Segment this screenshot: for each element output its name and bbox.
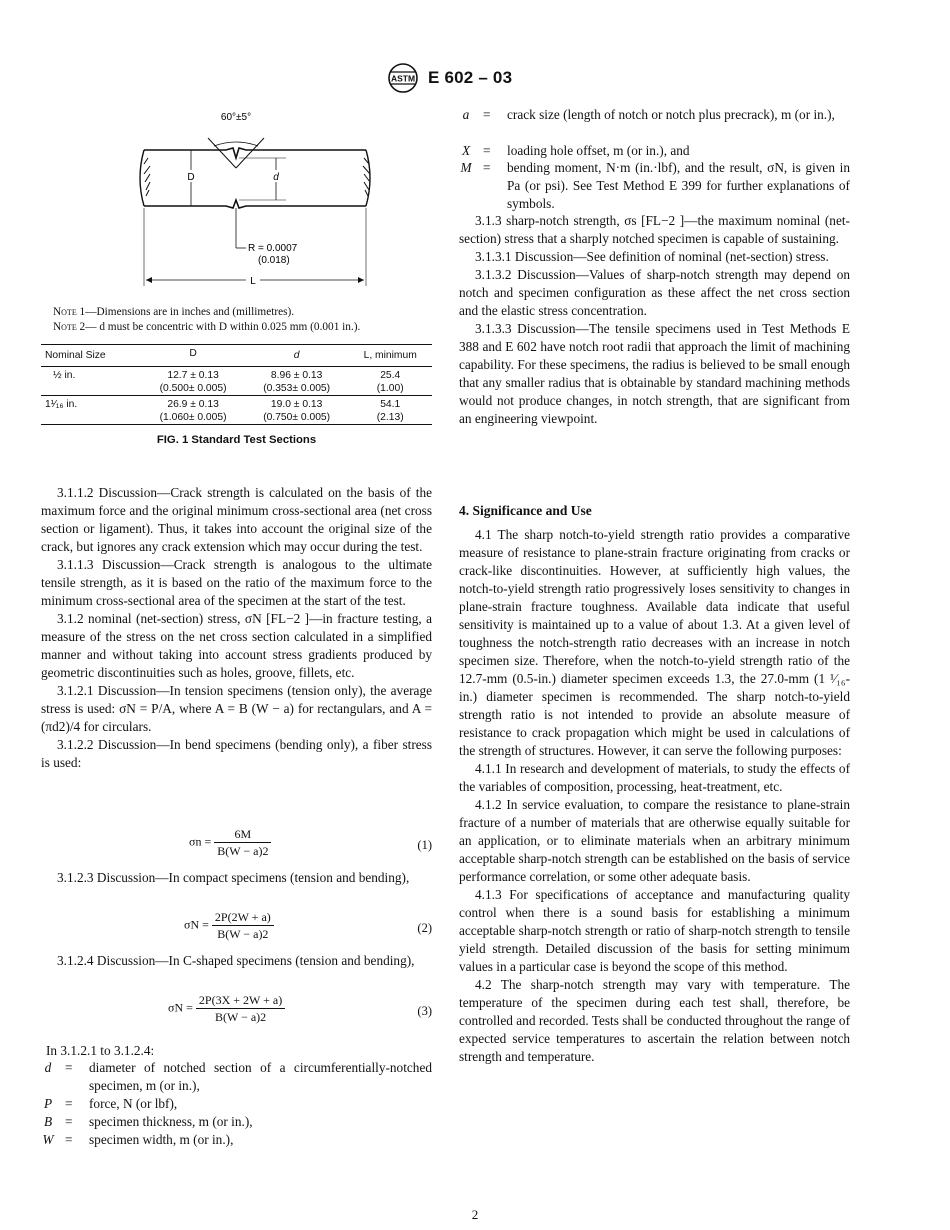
- left-body: [41, 484, 432, 772]
- def-equals: =: [65, 1114, 73, 1129]
- dim-d-label: d: [273, 172, 279, 183]
- right-body-upper: [459, 212, 850, 428]
- figure-notes: [41, 305, 432, 335]
- eq1-denominator: B(W − a)2: [217, 844, 269, 858]
- definition-item: [41, 1113, 432, 1131]
- para-4-1-3: 4.1.3 For specifications of acceptance and manufacturing quality control when there is a sound basis for establishing a minimum acceptable sharp-notch strength or ratio of sharp-notch strength to tensile yield strength. Detailed discussion of the basis for setting minimum values in a particular case is beyond the scope of this method.: [459, 887, 850, 974]
- defs-intro: In 3.1.2.1 to 3.1.2.4:: [46, 1043, 155, 1058]
- specimen-top-edge: [144, 148, 366, 158]
- para-4-1: 4.1 The sharp notch-to-yield strength ratio provides a comparative measure of resistance to plane-strain fracture originating from cracks or crack-like discontinuities. However, at sufficiently high values, the notch-to-yield strength ratio progressively loses sensitivity to changes in plane-strain fracture toughness. Available data indicate that useful sensitivity is maintained up to a value of about 1.3. At a given level of toughness the notch-strength ratio decreases with an increase in notch specimen size. Therefore, when the notch-to-yield strength ratio of the 12.7-mm (0.5-in.) diameter specimen exceeds 1.3, the 27.0-mm (1 ¹⁄₁₆-in.) diameter specimen is recommended. The sharp notch-to-yield strength ratio is not intended to provide an absolute measure of resistance to crack propagation which might be used in calculations of the strength of structures. However, it can serve the following purposes:: [459, 527, 850, 758]
- def-equals: =: [483, 160, 491, 175]
- header-D: D: [189, 348, 197, 359]
- para-3-1-2-3: 3.1.2.3 Discussion—In compact specimens (tension and bending),: [57, 870, 410, 885]
- def-text: loading hole offset, m (or in.), and: [507, 143, 690, 158]
- note1-prefix: Note: [53, 306, 77, 318]
- para-3-1-2-1: 3.1.2.1 Discussion—In tension specimens (tension only), the average stress is used: σN = P/A, where A = B (W − a) for rectangulars, and A = (πd2)/4 for circulars.: [41, 683, 432, 734]
- definition-item: [41, 1059, 432, 1095]
- specimen-figure: [136, 108, 376, 298]
- dim-L-label: L: [250, 276, 256, 287]
- cell-d: 19.0 ± 0.13: [270, 399, 323, 410]
- astm-logo-icon: [385, 62, 421, 94]
- para-3-1-2-2: 3.1.2.2 Discussion—In bend specimens (bending only), a fiber stress is used:: [41, 737, 432, 770]
- def-equals: =: [65, 1132, 73, 1147]
- table-row: [41, 367, 432, 396]
- cell-L: 54.1: [380, 399, 401, 410]
- note2-text: 2— d must be concentric with D within 0.025 mm (0.001 in.).: [76, 321, 361, 333]
- def-equals: =: [483, 107, 491, 122]
- specimen-bottom-edge: [144, 200, 366, 208]
- eq3-numerator: 2P(3X + 2W + a): [196, 992, 285, 1009]
- def-symbol: a: [462, 107, 470, 122]
- header-L-minimum: L, minimum: [363, 350, 417, 361]
- page-number: 2: [471, 1207, 479, 1222]
- definition-item: [459, 106, 850, 142]
- table-row: [41, 396, 432, 425]
- definition-item: [459, 159, 850, 213]
- def-equals: =: [65, 1060, 73, 1075]
- para-3-1-2-4: 3.1.2.4 Discussion—In C-shaped specimens (tension and bending),: [57, 953, 415, 968]
- cell-d: 8.96 ± 0.13: [270, 370, 323, 381]
- eq2-number: (2): [417, 921, 432, 935]
- page-header: [0, 62, 950, 96]
- cell-L-in: (2.13): [376, 412, 404, 423]
- radius-label-mm: (0.018): [258, 255, 290, 266]
- para-3-1-1-2: 3.1.1.2 Discussion—Crack strength is calculated on the basis of the maximum force and the original minimum cross-sectional area (net cross section or ligament). Thus, it takes into account the original size of the crack, but ignores any crack extension which may occur during the test.: [41, 485, 432, 554]
- def-symbol: M: [460, 160, 472, 175]
- section-heading: 4. Significance and Use: [459, 503, 592, 518]
- def-text: specimen width, m (or in.),: [89, 1132, 234, 1147]
- angle-arc: [214, 142, 258, 146]
- cell-d-in: (0.750± 0.005): [263, 412, 331, 423]
- eq3-denominator: B(W − a)2: [214, 1010, 267, 1024]
- dimensions-table: [41, 344, 432, 425]
- cell-D-in: (1.060± 0.005): [159, 412, 227, 423]
- definition-item: [41, 1095, 432, 1113]
- definition-item: [459, 142, 850, 160]
- def-text: bending moment, N·m (in.·lbf), and the result, σN, is given in Pa (or psi). See Test Method E 399 for further explanations of symbols.: [507, 160, 850, 211]
- eq1-number: (1): [417, 838, 432, 852]
- equation-1: [41, 826, 432, 866]
- cell-D: 12.7 ± 0.13: [167, 370, 219, 381]
- note2-prefix: Note: [53, 321, 77, 333]
- specimen-left-end: [140, 150, 144, 206]
- cell-D: 26.9 ± 0.13: [167, 399, 219, 410]
- angle-label: 60°±5°: [220, 112, 252, 123]
- header-nominal-size: Nominal Size: [45, 350, 106, 361]
- eq3-lhs: σN =: [168, 1000, 193, 1015]
- left-end-hatch: [144, 158, 150, 196]
- row-size: ½ in.: [53, 370, 76, 381]
- eq2-numerator: 2P(2W + a): [212, 909, 274, 926]
- para-3-1-2: 3.1.2 nominal (net-section) stress, σN [FL−2 ]—in fracture testing, a measure of the stress on the net cross section calculated in a simplified manner and without taking into account stress gradients produced by geometric discontinuities such as holes, groove, fillets, etc.: [41, 611, 432, 680]
- def-text: specimen thickness, m (or in.),: [89, 1114, 253, 1129]
- def-text: crack size (length of notch or notch plus precrack), m (or in.),: [507, 107, 835, 122]
- cell-D-in: (0.500± 0.005): [159, 383, 227, 394]
- def-symbol: P: [43, 1096, 53, 1111]
- para-3-1-3-3: 3.1.3.3 Discussion—The tensile specimens used in Test Methods E 388 and E 602 have notch root radii that approach the limit of machining capability. For these specimens, the radius is believed to be small enough that any smaller radius that is obtainable by standard machining methods would not produce changes, in notch strength, that are significant from an engineering viewpoint.: [459, 321, 850, 426]
- document-id: E 602 – 03: [428, 68, 513, 87]
- figure-caption: FIG. 1 Standard Test Sections: [156, 434, 317, 446]
- eq2-lhs: σN =: [184, 917, 209, 932]
- def-symbol: B: [43, 1114, 53, 1129]
- cell-L: 25.4: [380, 370, 401, 381]
- cell-d-in: (0.353± 0.005): [263, 383, 331, 394]
- equation-2: [41, 909, 432, 949]
- dim-D-label: D: [187, 172, 195, 183]
- header-d: d: [293, 350, 300, 361]
- eq1-numerator: 6M: [214, 826, 271, 843]
- para-4-1-1: 4.1.1 In research and development of materials, to study the effects of the variables of composition, processing, heat-treatment, etc.: [459, 761, 850, 794]
- def-symbol: d: [44, 1060, 52, 1075]
- def-equals: =: [483, 143, 491, 158]
- eq1-lhs: σn =: [189, 834, 212, 849]
- cell-L-in: (1.00): [376, 383, 404, 394]
- def-symbol: W: [42, 1132, 54, 1147]
- def-equals: =: [65, 1096, 73, 1111]
- row-size: 1¹⁄₁₆ in.: [45, 399, 78, 410]
- radius-label: R = 0.0007: [248, 243, 298, 254]
- eq3-number: (3): [417, 1004, 432, 1018]
- note1-text: 1—Dimensions are in inches and (millimetres).: [76, 306, 295, 318]
- para-3-1-1-3: 3.1.1.3 Discussion—Crack strength is analogous to the ultimate tensile strength, as it is based on the ratio of the maximum force to the minimum cross-sectional area of the specimen at the start of the test.: [41, 557, 432, 608]
- para-3-1-3-2: 3.1.3.2 Discussion—Values of sharp-notch strength may depend on notch and specimen configuration as these affect the net cross section and the elastic stress concentration.: [459, 267, 850, 318]
- equation-3: [41, 992, 432, 1032]
- para-3-1-3: 3.1.3 sharp-notch strength, σs [FL−2 ]—the maximum nominal (net-section) stress that a sharply notched specimen is capable of sustaining.: [459, 213, 850, 246]
- para-4-2: 4.2 The sharp-notch strength may vary with temperature. The temperature of the specimen during each test shall, therefore, be controlled and recorded. Tests shall be conducted throughout the range of expected service temperatures to ascertain the relation between notch strength and temperature.: [459, 977, 850, 1064]
- def-text: force, N (or lbf),: [89, 1096, 178, 1111]
- eq2-denominator: B(W − a)2: [217, 927, 269, 941]
- logo-text: ASTM: [390, 73, 416, 84]
- para-4-1-2: 4.1.2 In service evaluation, to compare the resistance to plane-strain fracture of a number of materials that are otherwise equally suitable for an application, or to eliminate materials when an arbitrary minimum acceptable sharp-notch strength can be established on the basis of service performance correlation, or some other adequate basis.: [459, 797, 850, 884]
- right-body-lower: [459, 526, 850, 1066]
- def-text: diameter of notched section of a circumferentially-notched specimen, m (or in.),: [89, 1060, 432, 1093]
- para-3-1-3-1: 3.1.3.1 Discussion—See definition of nominal (net-section) stress.: [475, 249, 829, 264]
- def-symbol: X: [461, 143, 471, 158]
- definition-item: [41, 1131, 432, 1149]
